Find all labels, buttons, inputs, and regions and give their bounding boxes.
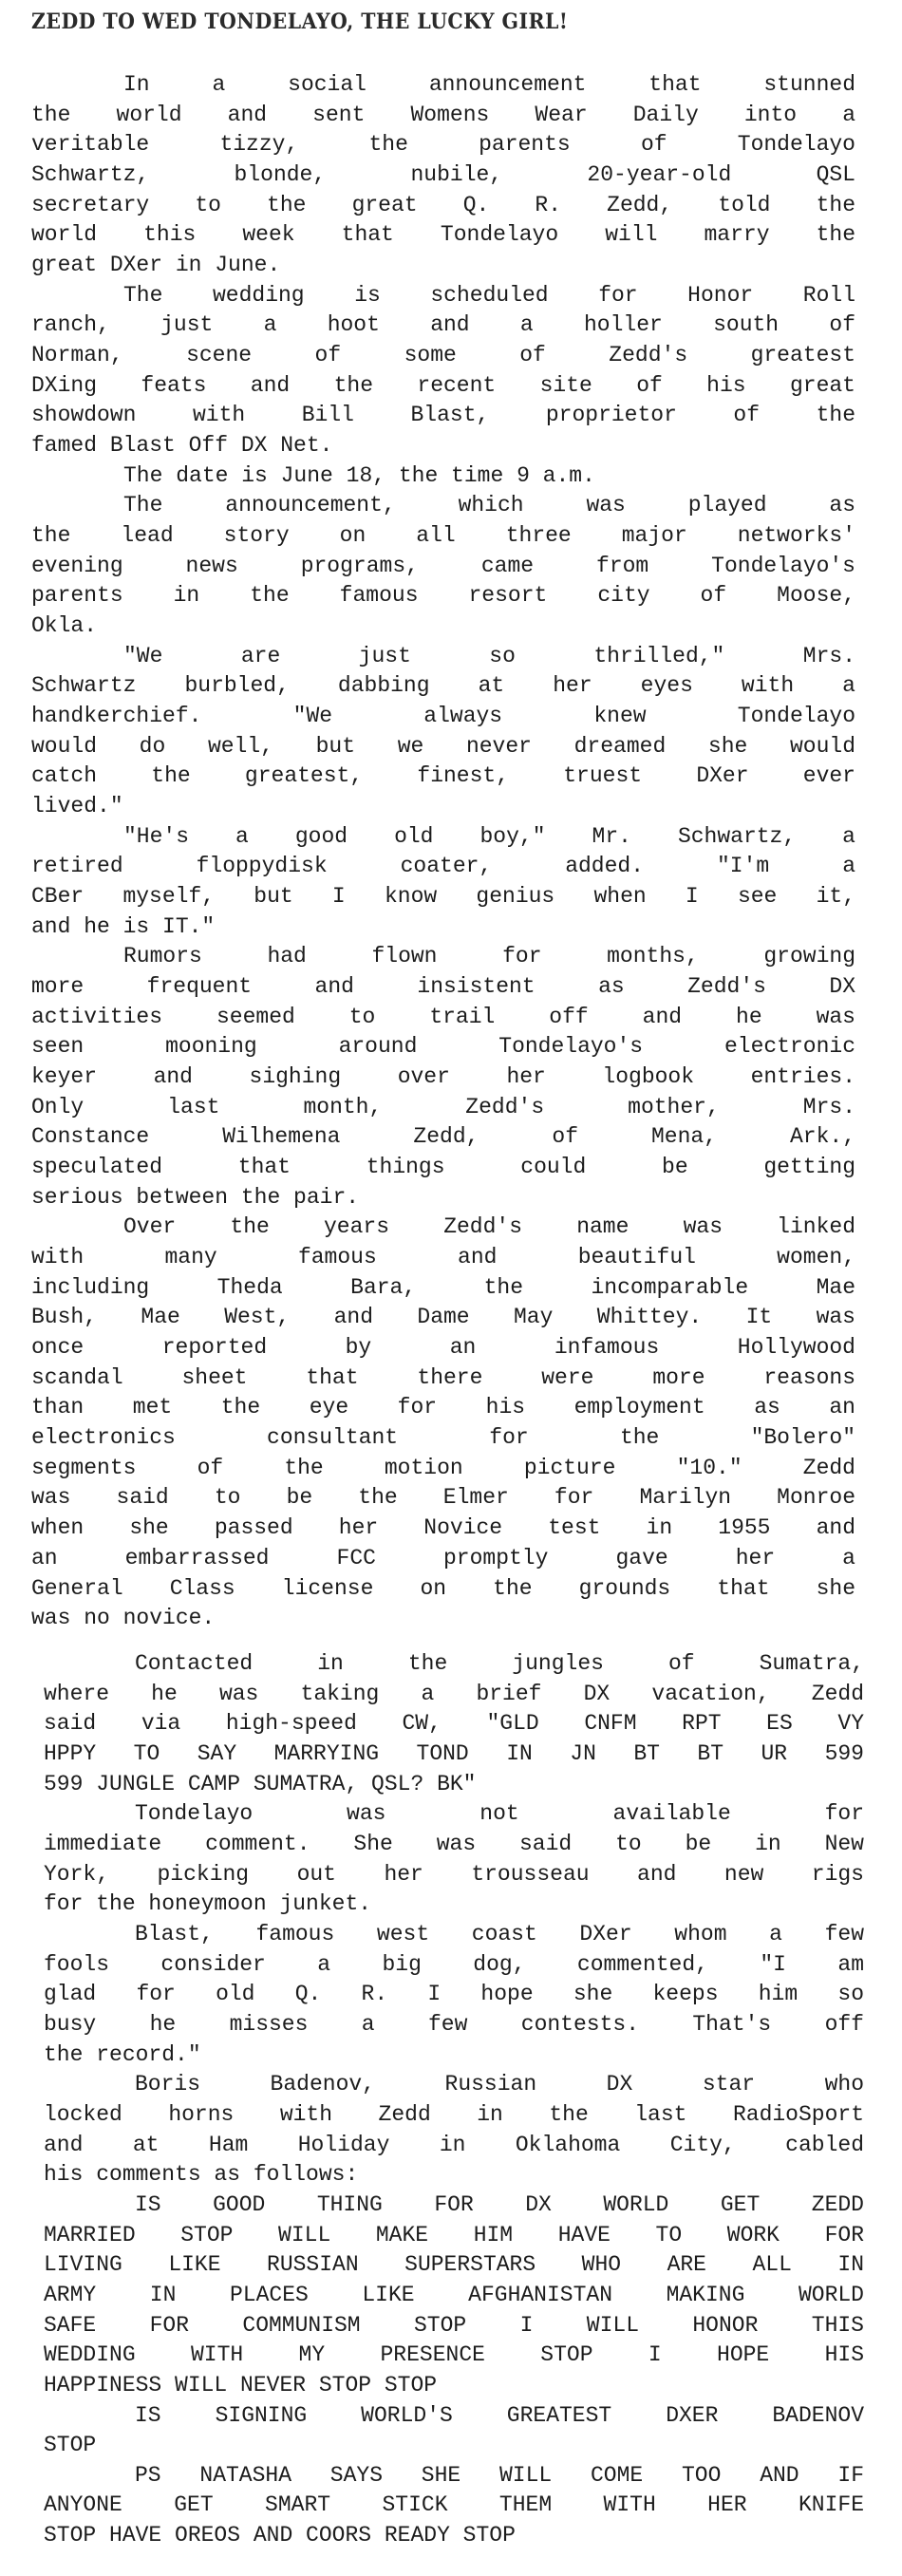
article-line: Contacted in the jungles of Sumatra, [135,1651,864,1676]
article-line: famed Blast Off DX Net. [31,433,333,459]
headline: ZEDD TO WED TONDELAYO, THE LUCKY GIRL! [31,9,569,34]
article-line: lived." [31,794,123,819]
article-line: for the honeymoon junket. [44,1891,372,1917]
article-line: Over the years Zedd's name was linked [123,1214,855,1240]
article-line: Norman, scene of some of Zedd's greatest [31,343,855,368]
article-line: once reported by an infamous Hollywood [31,1335,855,1361]
article-line: said via high-speed CW, "GLD CNFM RPT ES VY [44,1711,864,1737]
article-line: electronics consultant for the "Bolero" [31,1425,855,1451]
article-line: The wedding is scheduled for Honor Roll [123,282,855,308]
article-line: Boris Badenov, Russian DX star who [135,2072,864,2097]
article-line: serious between the pair. [31,1184,360,1210]
article-line: handkerchief. "We always knew Tondelayo [31,704,855,729]
article-line: was no novice. [31,1606,216,1631]
article-line: ARMY IN PLACES LIKE AFGHANISTAN MAKING WORLD [44,2282,864,2307]
article-line: world this week that Tondelayo will marry the [31,222,855,248]
article-line: including Theda Bara, the incomparable Mae [31,1274,855,1300]
article-line: York, picking out her trousseau and new rigs [44,1861,864,1887]
article-line: LIVING LIKE RUSSIAN SUPERSTARS WHO ARE ALL IN [44,2252,864,2278]
article-line: 599 JUNGLE CAMP SUMATRA, QSL? BK" [44,1771,477,1796]
article-line: busy he misses a few contests. That's off [44,2011,864,2037]
article-line: more frequent and insistent as Zedd's DX [31,974,855,1000]
article-line: MARRIED STOP WILL MAKE HIM HAVE TO WORK FOR [44,2222,864,2247]
article-line: his comments as follows: [44,2162,359,2188]
article-line: Bush, Mae West, and Dame May Whittey. It was [31,1305,855,1330]
article-line: Constance Wilhemena Zedd, of Mena, Ark., [31,1124,855,1150]
article-line: Schwartz, blonde, nubile, 20-year-old QSL [31,162,855,187]
article-line: "He's a good old boy," Mr. Schwartz, a [123,823,855,849]
article-line: speculated that things could be getting [31,1155,855,1180]
article-line: immediate comment. She was said to be in New [44,1831,864,1856]
article-line: would do well, but we never dreamed she would [31,733,855,759]
article-line: activities seemed to trail off and he was [31,1004,855,1029]
article-line: Only last month, Zedd's mother, Mrs. [31,1094,855,1119]
article-line: was said to be the Elmer for Marilyn Monroe [31,1485,855,1511]
article-line: The announcement, which was played as [123,493,855,518]
article-line: keyer and sighing over her logbook entries. [31,1064,855,1090]
article-line: PS NATASHA SAYS SHE WILL COME TOO AND IF [135,2462,864,2488]
article-line: General Class license on the grounds that she [31,1575,855,1601]
article-line: and at Ham Holiday in Oklahoma City, cabled [44,2132,864,2157]
article-line: veritable tizzy, the parents of Tondelayo [31,132,855,158]
article-line: scandal sheet that there were more reasons [31,1364,855,1390]
article-line: showdown with Bill Blast, proprietor of the [31,403,855,428]
article-line: In a social announcement that stunned [123,72,855,97]
article-line: an embarrassed FCC promptly gave her a [31,1545,855,1570]
article-line: Rumors had flown for months, growing [123,944,855,969]
article-line: fools consider a big dog, commented, "I am [44,1951,864,1977]
article-line: than met the eye for his employment as an [31,1395,855,1420]
article-line: glad for old Q. R. I hope she keeps him so [44,1982,864,2007]
article-line: evening news programs, came from Tondelayo's [31,553,855,578]
article-line: HAPPINESS WILL NEVER STOP STOP [44,2372,438,2397]
article-line: parents in the famous resort city of Moose, [31,583,855,609]
article-line: retired floppydisk coater, added. "I'm a [31,854,855,879]
article-line: CBer myself, but I know genius when I see it, [31,884,855,910]
article-line: with many famous and beautiful women, [31,1245,855,1270]
article-line: DXing feats and the recent site of his great [31,372,855,398]
article-line: Okla. [31,613,98,639]
article-line: catch the greatest, finest, truest DXer ever [31,763,855,789]
article-line: Tondelayo was not available for [135,1801,864,1827]
article-line: locked horns with Zedd in the last RadioSport [44,2101,864,2127]
article-line: the lead story on all three major networks' [31,523,855,549]
article-line: "We are just so thrilled," Mrs. [123,643,855,668]
article-line: seen mooning around Tondelayo's electronic [31,1034,855,1060]
article-line: The date is June 18, the time 9 a.m. [123,462,595,488]
article-line: where he was taking a brief DX vacation, Zedd [44,1681,864,1706]
article-line: and he is IT." [31,913,216,939]
article-line: IS GOOD THING FOR DX WORLD GET ZEDD [135,2191,864,2217]
article-line: segments of the motion picture "10." Zedd [31,1455,855,1480]
article-line: ANYONE GET SMART STICK THEM WITH HER KNIFE [44,2492,864,2518]
article-line: SAFE FOR COMMUNISM STOP I WILL HONOR THIS [44,2312,864,2338]
article-line: great DXer in June. [31,253,281,278]
article-line: the record." [44,2041,201,2067]
article-line: WEDDING WITH MY PRESENCE STOP I HOPE HIS [44,2342,864,2368]
article-line: secretary to the great Q. R. Zedd, told the [31,192,855,217]
article-line: HPPY TO SAY MARRYING TOND IN JN BT BT UR 599 [44,1740,864,1766]
article-line: when she passed her Novice test in 1955 and [31,1515,855,1541]
article-line: STOP HAVE OREOS AND COORS READY STOP [44,2523,516,2548]
article-line: STOP [44,2433,97,2458]
article-line: ranch, just a hoot and a holler south of [31,312,855,338]
article-line: the world and sent Womens Wear Daily into a [31,102,855,127]
article-line: IS SIGNING WORLD'S GREATEST DXER BADENOV [135,2402,864,2428]
article-line: Schwartz burbled, dabbing at her eyes with a [31,673,855,699]
article-line: Blast, famous west coast DXer whom a few [135,1921,864,1946]
